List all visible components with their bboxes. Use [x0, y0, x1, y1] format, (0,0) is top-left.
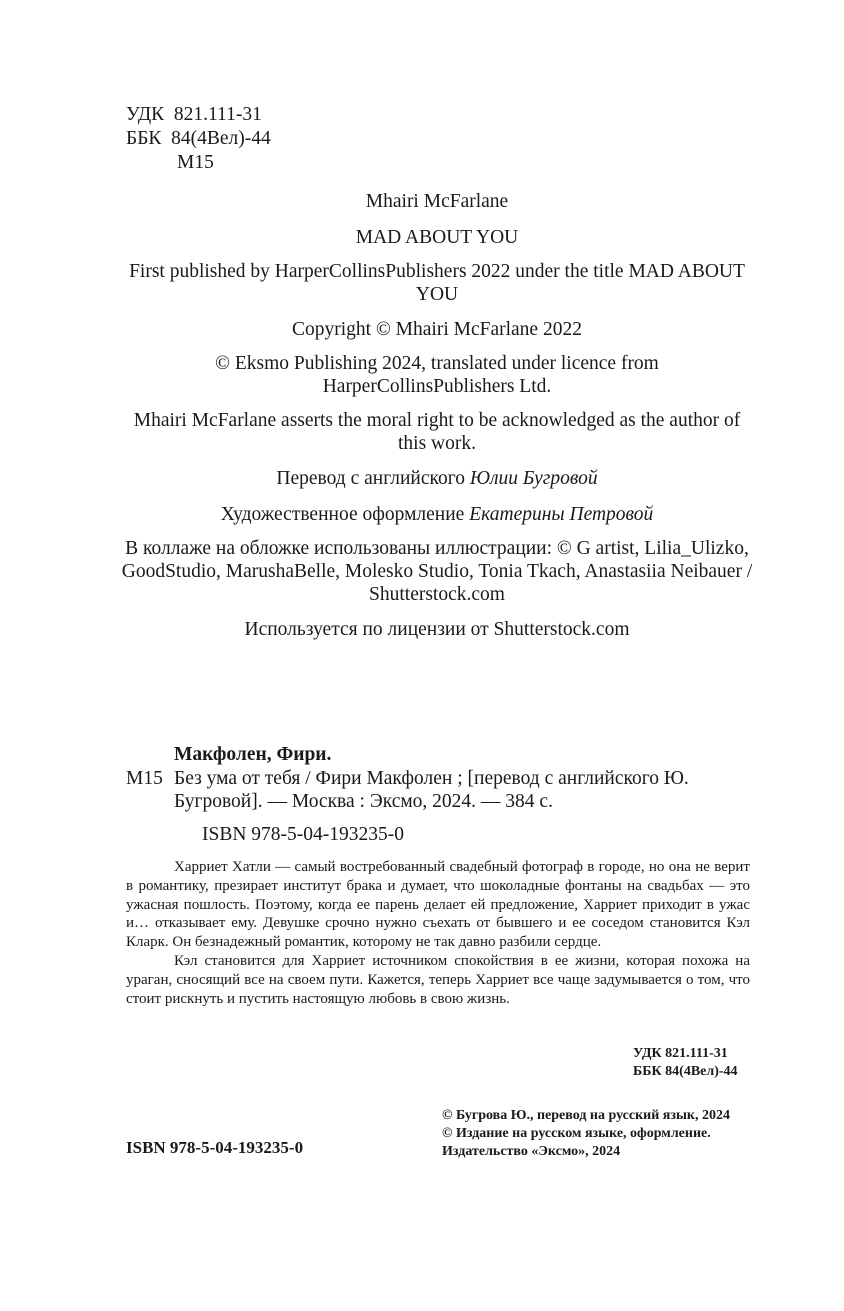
copyright-original: Copyright © Mhairi McFarlane 2022	[292, 319, 582, 340]
footer-copyright-edition: © Издание на русском языке, оформление.	[442, 1126, 711, 1141]
footer-bbk: ББК 84(4Вел)-44	[633, 1064, 738, 1079]
translation-credit	[100, 467, 774, 490]
udk-value: 821.111-31	[173, 104, 262, 125]
classification-bbk	[126, 127, 271, 150]
udk-label: УДК	[126, 104, 165, 125]
footer-isbn: ISBN 978-5-04-193235-0	[126, 1138, 304, 1157]
catalog-entry: Без ума от тебя / Фири Макфолен ; [перевод с английского Ю. Бугровой]. — Москва : Эксмо, 2024. — 384 с.	[174, 768, 689, 812]
bbk-label: ББК	[126, 128, 162, 149]
footer-publisher: Издательство «Эксмо», 2024	[442, 1144, 621, 1159]
footer-udk: УДК 821.111-31	[633, 1046, 728, 1061]
annotation	[126, 858, 750, 1008]
author-mark: М15	[177, 152, 214, 173]
moral-right: Mhairi McFarlane asserts the moral right to be acknowledged as the author of this work.	[133, 410, 741, 454]
catalog-heading: Макфолен, Фири.	[174, 744, 332, 765]
eksmo-licence: © Eksmo Publishing 2024, translated under licence from HarperCollinsPublishers Ltd.	[215, 353, 659, 397]
annotation-paragraph-2: Кэл становится для Харриет источником спокойствия в ее жизни, которая похожа на ураган, сносящий все на своем пути. Кажется, теперь Харриет все чаще задумывается о том, что стоит рискнуть и пустить настоящую любовь в свою жизнь.	[126, 952, 750, 1007]
translator-name: Юлии Бугровой	[469, 468, 598, 489]
bbk-value: 84(4Вел)-44	[171, 128, 271, 149]
designer-name: Екатерины Петровой	[469, 504, 654, 525]
classification-udk	[126, 103, 262, 126]
first-published: First published by HarperCollinsPublishers 2022 under the title MAD ABOUT YOU	[129, 261, 745, 305]
original-author: Mhairi McFarlane	[365, 191, 509, 212]
annotation-paragraph-1: Харриет Хатли — самый востребованный свадебный фотограф в городе, но она не верит в романтику, презирает институт брака и думает, что шоколадные фонтаны на свадьбах — это ужасная пошлость. Поэтому, когда ее парень делает ей предложение, Харриет приходит в ужас и… отказывает ему. Девушке срочно нужно съехать от бывшего и ее соседом становится Кэл Кларк. Он безнадежный романтик, которому не так давно разбили сердце.	[126, 859, 750, 951]
original-title: MAD ABOUT YOU	[355, 227, 519, 248]
shutterstock-license: Используется по лицензии от Shutterstock.com	[244, 619, 630, 640]
translation-prefix: Перевод с английского	[276, 468, 465, 489]
catalog-mark: М15	[126, 768, 163, 789]
footer-copyright-translation: © Бугрова Ю., перевод на русский язык, 2024	[442, 1108, 730, 1123]
catalog-isbn: ISBN 978-5-04-193235-0	[202, 824, 405, 845]
illustrations-credit: В коллаже на обложке использованы иллюстрации: © G artist, Lilia_Ulizko, GoodStudio, MarushaBelle, Molesko Studio, Tonia Tkach, Anastasiia Neibauer / Shutterstock.com	[121, 538, 753, 605]
design-prefix: Художественное оформление	[220, 504, 465, 525]
design-credit	[100, 503, 774, 526]
